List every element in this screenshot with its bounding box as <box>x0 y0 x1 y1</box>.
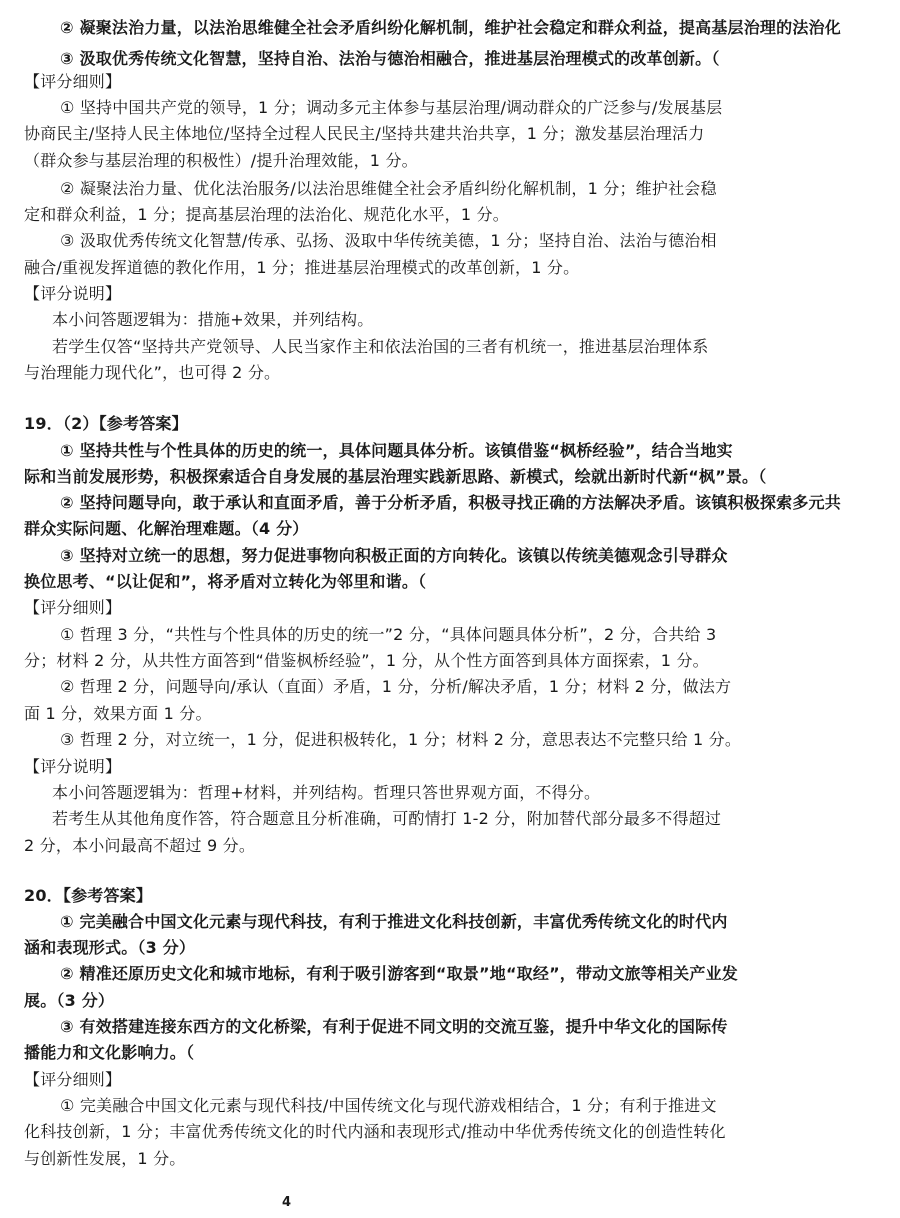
answer-item-2: ② 凝聚法治力量，以法治思维健全社会矛盾纠纷化解机制，维护社会稳定和群众利益，提高基层治理的法治化 <box>60 18 841 37</box>
rubric-line: ③ 哲理 2 分，对立统一，1 分，促进积极转化，1 分；材料 2 分，意思表达不完整只给 1 分。 <box>60 730 742 749</box>
rubric-heading: 【评分细则】 <box>24 1070 122 1089</box>
note-line: 与治理能力现代化”，也可得 2 分。 <box>24 363 281 382</box>
answer-line: 群众实际问题、化解治理难题。（4 分） <box>24 519 309 538</box>
answer-line: 换位思考、“以让促和”，将矛盾对立转化为邻里和谐。（ <box>24 572 427 591</box>
answer-line: 际和当前发展形势，积极探索适合自身发展的基层治理实践新思路、新模式，绘就出新时代新“枫”景。（ <box>24 467 767 486</box>
rubric-line: （群众参与基层治理的积极性）/提升治理效能，1 分。 <box>24 151 418 170</box>
note-line: 若学生仅答“坚持共产党领导、人民当家作主和依法治国的三者有机统一，推进基层治理体系 <box>52 337 709 356</box>
answer-line: 涵和表现形式。（3 分） <box>24 938 196 957</box>
rubric-heading: 【评分细则】 <box>24 598 122 617</box>
answer-line: ① 完美融合中国文化元素与现代科技，有利于推进文化科技创新，丰富优秀传统文化的时代内 <box>60 912 728 931</box>
rubric-line: ② 哲理 2 分，问题导向/承认（直面）矛盾，1 分，分析/解决矛盾，1 分；材料 2 分，做法方 <box>60 677 732 696</box>
page-number: 4 <box>282 1195 292 1210</box>
rubric-line: 与创新性发展，1 分。 <box>24 1149 186 1168</box>
rubric-line: 化科技创新，1 分；丰富优秀传统文化的时代内涵和表现形式/推动中华优秀传统文化的创造性转化 <box>24 1122 726 1141</box>
note-line: 2 分，本小问最高不超过 9 分。 <box>24 836 256 855</box>
rubric-line: ③ 汲取优秀传统文化智慧/传承、弘扬、汲取中华传统美德，1 分；坚持自治、法治与德治相 <box>60 231 717 250</box>
rubric-line: 协商民主/坚持人民主体地位/坚持全过程人民民主/坚持共建共治共享，1 分；激发基层治理活力 <box>24 124 705 143</box>
note-line: 本小问答题逻辑为：哲理+材料，并列结构。哲理只答世界观方面，不得分。 <box>52 783 601 802</box>
rubric-heading: 【评分细则】 <box>24 72 122 91</box>
answer-line: 播能力和文化影响力。（ <box>24 1043 195 1062</box>
answer-item-3: ③ 汲取优秀传统文化智慧，坚持自治、法治与德治相融合，推进基层治理模式的改革创新。（ <box>60 49 720 68</box>
note-line: 本小问答题逻辑为：措施+效果，并列结构。 <box>52 310 374 329</box>
rubric-line: 定和群众利益，1 分；提高基层治理的法治化、规范化水平，1 分。 <box>24 205 509 224</box>
answer-line: ③ 有效搭建连接东西方的文化桥梁，有利于促进不同文明的交流互鉴，提升中华文化的国际传 <box>60 1017 728 1036</box>
question-20-heading: 20．【参考答案】 <box>24 886 153 905</box>
rubric-line: 分；材料 2 分，从共性方面答到“借鉴枫桥经验”，1 分，从个性方面答到具体方面探索，1 分。 <box>24 651 709 670</box>
rubric-line: ① 坚持中国共产党的领导，1 分；调动多元主体参与基层治理/调动群众的广泛参与/发展基层 <box>60 98 723 117</box>
rubric-line: 面 1 分，效果方面 1 分。 <box>24 704 212 723</box>
rubric-line: ① 完美融合中国文化元素与现代科技/中国传统文化与现代游戏相结合，1 分；有利于推进文 <box>60 1096 717 1115</box>
note-line: 若考生从其他角度作答，符合题意且分析准确，可酌情打 1-2 分，附加替代部分最多不得超过 <box>52 809 722 828</box>
answer-line: ② 坚持问题导向，敢于承认和直面矛盾，善于分析矛盾，积极寻找正确的方法解决矛盾。该镇积极探索多元共 <box>60 493 841 512</box>
answer-line: 展。（3 分） <box>24 991 115 1010</box>
note-heading: 【评分说明】 <box>24 284 122 303</box>
rubric-line: 融合/重视发挥道德的教化作用，1 分；推进基层治理模式的改革创新，1 分。 <box>24 258 580 277</box>
rubric-line: ② 凝聚法治力量、优化法治服务/以法治思维健全社会矛盾纠纷化解机制，1 分；维护社会稳 <box>60 179 717 198</box>
answer-line: ③ 坚持对立统一的思想，努力促进事物向积极正面的方向转化。该镇以传统美德观念引导群众 <box>60 546 728 565</box>
answer-line: ② 精准还原历史文化和城市地标，有利于吸引游客到“取景”地“取经”，带动文旅等相关产业发 <box>60 964 738 983</box>
question-19-heading: 19．（2）【参考答案】 <box>24 414 188 433</box>
rubric-line: ① 哲理 3 分，“共性与个性具体的历史的统一”2 分，“具体问题具体分析”，2 分，合共给 3 <box>60 625 717 644</box>
answer-line: ① 坚持共性与个性具体的历史的统一，具体问题具体分析。该镇借鉴“枫桥经验”，结合当地实 <box>60 441 733 460</box>
note-heading: 【评分说明】 <box>24 757 122 776</box>
